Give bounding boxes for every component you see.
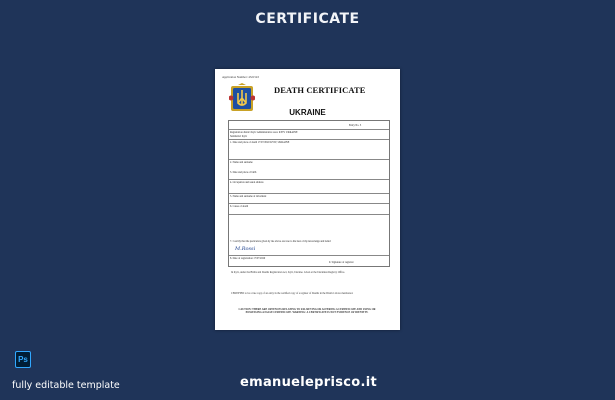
certificate-document <box>215 69 400 330</box>
table-row: 6. Cause of death <box>230 205 249 208</box>
application-number: Application Number: 4321543 <box>222 75 259 79</box>
table-row: Registration district Kyiv Administrative area: KYIV UKRAINE <box>230 131 298 134</box>
table-row: 2. Name and surname <box>230 161 253 164</box>
table-divider <box>229 193 389 194</box>
table-row: 5. Name and surname of informant <box>230 195 267 198</box>
caution-note: CAUTION: THERE ARE OFFENCES RELATING TO FALSIFYING OR ALTERING A CERTIFICATE AND USING OR POSSESSING A FALSE CERTIFICATE. WARNING: A CERTIFICATE IS NOT EVIDENCE OF IDENTITY. <box>238 308 376 315</box>
table-divider <box>229 179 389 180</box>
table-row: 9. Signature of registrar <box>329 261 354 264</box>
page-title: CERTIFICATE <box>255 11 360 27</box>
footer-note: In Kyiv, under the Births and Deaths Registration Act, Kyiv, Ukraine. Given at the Ukrainian Registry Office. <box>231 271 345 274</box>
document-title: DEATH CERTIFICATE <box>274 85 366 95</box>
table-row: Subdistrict Kyiv <box>230 135 248 138</box>
table-row: 8. Date of registration 17/07/2020 <box>230 257 266 260</box>
editable-template-label: fully editable template <box>12 380 120 391</box>
table-divider <box>229 129 389 130</box>
table-row: Entry No. 3 <box>349 124 362 127</box>
document-country: UKRAINE <box>289 108 326 117</box>
registrar-signature: M.Rossi <box>235 246 256 252</box>
table-row: 7. I certify that the particulars given by me above are true to the best of my knowledge and belief <box>230 240 331 243</box>
table-divider <box>229 139 389 140</box>
website-link[interactable]: emanueleprisco.it <box>240 375 377 390</box>
table-divider <box>229 159 389 160</box>
certificate-table <box>228 120 390 267</box>
table-row: 3. Date and place of birth <box>230 171 257 174</box>
footer-note: CERTIFIED to be a true copy of an entry in the certified copy of a register of Deaths in the District above mentioned. <box>231 292 354 295</box>
table-divider <box>229 255 389 256</box>
table-row: 4. Occupation and usual address <box>230 181 264 184</box>
photoshop-icon: Ps <box>15 351 31 368</box>
table-divider <box>229 214 389 215</box>
table-divider <box>229 203 389 204</box>
table-row: 1. Date and place of death 17/07/2020 KYIV, UKRAINE <box>230 141 290 144</box>
